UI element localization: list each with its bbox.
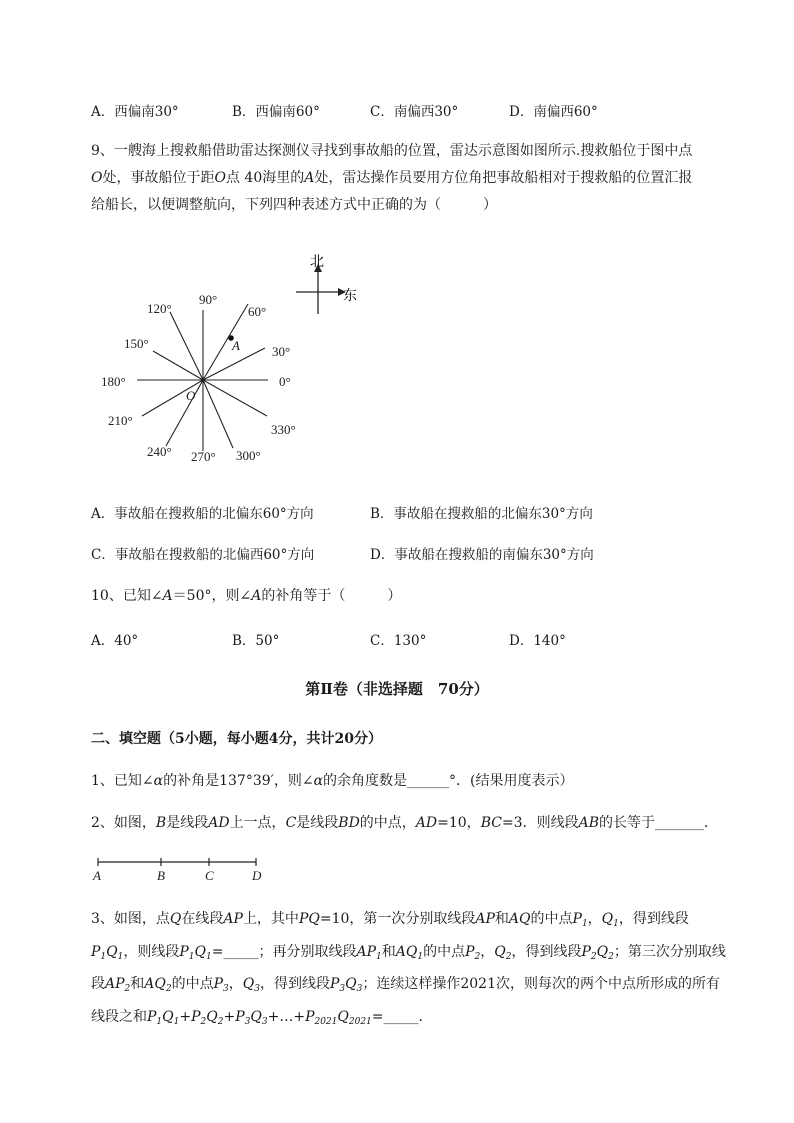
q10-option-d: D．140°: [509, 633, 566, 649]
point-a-label: A: [93, 868, 101, 883]
segment-diagram: [88, 852, 278, 886]
section-two-heading: 二、填空题（5小题，每小题4分，共计20分）: [91, 731, 382, 747]
part-two-title: 第Ⅱ卷（非选择题 70分）: [305, 680, 489, 698]
angle-label-120: 120°: [147, 301, 172, 316]
q9-option-c: C．事故船在搜救船的北偏西60°方向: [91, 547, 315, 563]
fill-q3-line-1: 3、如图，点Q在线段AP上，其中PQ=10，第一次分别取线段AP和AQ的中点$P_1$，$Q_1$，得到线段: [91, 911, 689, 929]
origin-o-label: O: [186, 388, 196, 403]
q9-option-b: B．事故船在搜救船的北偏东30°方向: [370, 506, 593, 522]
radar-diagram: [95, 288, 315, 470]
q9-line-2: O处，事故船位于距O点 40海里的A处，雷达操作员要用方位角把事故船相对于搜救船的位置汇报: [91, 170, 693, 186]
q9-question: [91, 138, 744, 219]
angle-label-330: 330°: [271, 422, 296, 437]
q8-option-b: B．西偏南60°: [232, 104, 320, 120]
point-c-label: C: [205, 868, 214, 883]
compass-east-label: 东: [343, 289, 357, 304]
angle-label-30: 30°: [272, 344, 291, 359]
q8-option-a: A．西偏南30°: [91, 104, 179, 120]
point-b-label: B: [157, 868, 165, 883]
fill-question-3: [91, 906, 744, 1036]
q9-line-1: 9、一艘海上搜救船借助雷达探测仪寻找到事故船的位置，雷达示意图如图所示.搜救船位于图中点: [91, 143, 693, 159]
q8-option-c: C．南偏西30°: [370, 104, 459, 120]
point-a-label: A: [232, 338, 240, 353]
spoke-300: [203, 380, 233, 448]
angle-label-180: 180°: [101, 374, 126, 389]
angle-label-60: 60°: [248, 304, 267, 319]
angle-label-90: 90°: [199, 292, 218, 307]
point-d-label: D: [252, 868, 262, 883]
q10-option-a: A．40°: [91, 633, 139, 649]
spoke-330: [203, 380, 267, 416]
q10-question: 10、已知∠A＝50°，则∠A的补角等于（ ）: [91, 588, 402, 604]
fill-q3-line-3: 段$AP_2$和$AQ_2$的中点$P_3$，$Q_3$，得到线段$P_3Q_3$；连续这样操作2021次，则每次的两个中点所形成的所有: [91, 976, 720, 994]
fill-question-1: 1、已知∠α的补角是137°39′，则∠α的余角度数是______°．(结果用度表示）: [91, 773, 574, 789]
spoke-240: [166, 380, 203, 446]
fill-question-2: 2、如图，B是线段AD上一点，C是线段BD的中点，AD=10，BC=3．则线段AB的长等于_______．: [91, 815, 718, 831]
angle-label-0: 0°: [279, 374, 291, 389]
q9-option-d: D．事故船在搜救船的南偏东30°方向: [370, 547, 594, 563]
q9-option-a: A．事故船在搜救船的北偏东60°方向: [91, 506, 314, 522]
q8-option-d: D．南偏西60°: [509, 104, 598, 120]
fill-q3-line-2: $P_1Q_1$，则线段$P_1Q_1=\_\_\_\_\_$；再分别取线段$AP_1$和$AQ_1$的中点$P_2$，$Q_2$，得到线段$P_2Q_2$；第三次分别取线: [91, 943, 726, 962]
angle-label-270: 270°: [191, 449, 216, 464]
q10-option-b: B．50°: [232, 633, 280, 649]
q10-option-c: C．130°: [370, 633, 427, 649]
angle-label-150: 150°: [124, 336, 149, 351]
angle-label-240: 240°: [147, 444, 172, 459]
angle-label-300: 300°: [236, 448, 261, 463]
angle-label-210: 210°: [108, 413, 133, 428]
fill-q3-line-4: 线段之和$P_1Q_1+P_2Q_2+P_3Q_3+\dots+P_{2021}Q_{2021}=\_\_\_\_\_$．: [91, 1008, 433, 1027]
compass-north-label: 北: [310, 255, 324, 270]
radar-spokes: [137, 304, 268, 451]
q9-line-3: 给船长，以便调整航向，下列四种表述方式中正确的为（ ）: [91, 197, 497, 213]
